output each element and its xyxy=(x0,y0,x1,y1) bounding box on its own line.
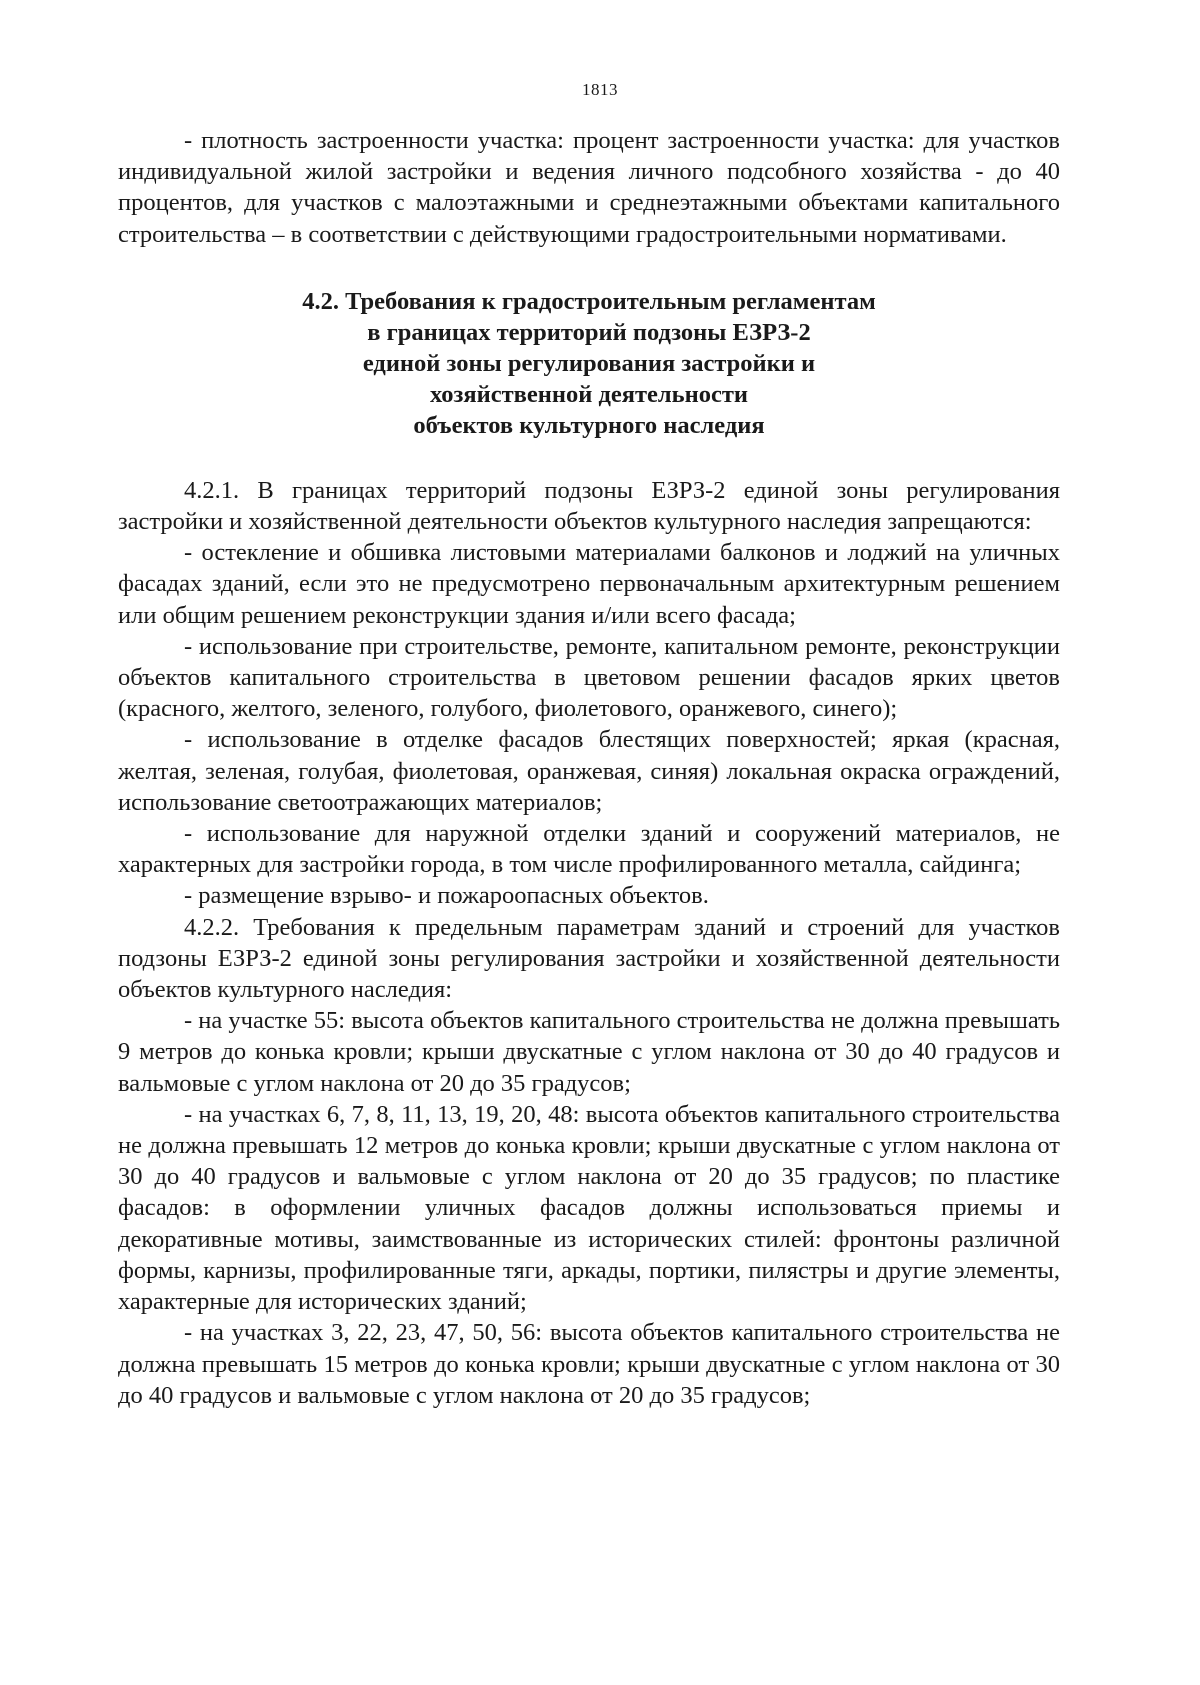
paragraph-density: - плотность застроенности участка: процент застроенности участка: для участков индивидуальной жилой застройки и ведения личного подсобного хозяйства - до 40 процентов, для участков с малоэтажными и среднеэтажными объектами капитального строительства – в соответствии с действующими градостроительными нормативами. xyxy=(118,127,1060,248)
section-heading xyxy=(118,286,1060,441)
document-body xyxy=(118,125,1060,1411)
list-item-plots-15m: - на участках 3, 22, 23, 47, 50, 56: высота объектов капитального строительства не должна превышать 15 метров до конька кровли; крыши двускатные с углом наклона от 30 до 40 градусов и вальмовые с углом наклона от 20 до 35 градусов; xyxy=(118,1319,1060,1409)
paragraph-4-2-2: 4.2.2. Требования к предельным параметрам зданий и строений для участков подзоны ЕЗРЗ-2 единой зоны регулирования застройки и хозяйственной деятельности объектов культурного наследия: xyxy=(118,913,1060,1004)
heading-line: хозяйственной деятельности xyxy=(429,380,749,408)
list-item-glazing: - остекление и обшивка листовыми материалами балконов и лоджий на уличных фасадах зданий, если это не предусмотрено первоначальным архитектурным решением или общим решением реконструкции здания и/или всего фасада; xyxy=(118,539,1060,629)
list-item-hazardous-objects: - размещение взрыво- и пожароопасных объектов. xyxy=(184,882,709,910)
heading-line: единой зоны регулирования застройки и xyxy=(362,349,816,377)
heading-line: объектов культурного наследия xyxy=(413,411,765,439)
list-item-plots-12m: - на участках 6, 7, 8, 11, 13, 19, 20, 48: высота объектов капитального строительства не должна превышать 12 метров до конька кровли; крыши двускатные с углом наклона от 30 до 40 градусов и вальмовые с углом наклона от 20 до 35 градусов; по пластике фасадов: в оформлении уличных фасадов должны использоваться приемы и декоративные мотивы, заимствованные из исторических стилей: фронтоны различной формы, карнизы, профилированные тяги, аркады, портики, пилястры и другие элементы, характерные для исторических зданий; xyxy=(118,1100,1060,1316)
heading-line: 4.2. Требования к градостроительным регламентам xyxy=(302,287,876,315)
list-item-bright-colors: - использование при строительстве, ремонте, капитальном ремонте, реконструкции объектов капитального строительства в цветовом решении фасадов ярких цветов (красного, желтого, зеленого, голубого, фиолетового, оранжевого, синего); xyxy=(118,632,1060,723)
list-item-shiny-surfaces: - использование в отделке фасадов блестящих поверхностей; яркая (красная, желтая, зеленая, голубая, фиолетовая, оранжевая, синяя) локальная окраска ограждений, использование светоотражающих материалов; xyxy=(118,726,1060,816)
list-item-materials: - использование для наружной отделки зданий и сооружений материалов, не характерных для застройки города, в том числе профилированного металла, сайдинга; xyxy=(118,820,1060,879)
paragraph-4-2-1: 4.2.1. В границах территорий подзоны ЕЗРЗ-2 единой зоны регулирования застройки и хозяйственной деятельности объектов культурного наследия запрещаются: xyxy=(118,476,1060,536)
heading-line: в границах территорий подзоны ЕЗРЗ-2 xyxy=(367,318,811,346)
list-item-plot-55: - на участке 55: высота объектов капитального строительства не должна превышать 9 метров до конька кровли; крыши двускатные с углом наклона от 30 до 40 градусов и вальмовые с углом наклона от 20 до 35 градусов; xyxy=(118,1007,1060,1097)
page-number: 1813 xyxy=(582,80,618,99)
